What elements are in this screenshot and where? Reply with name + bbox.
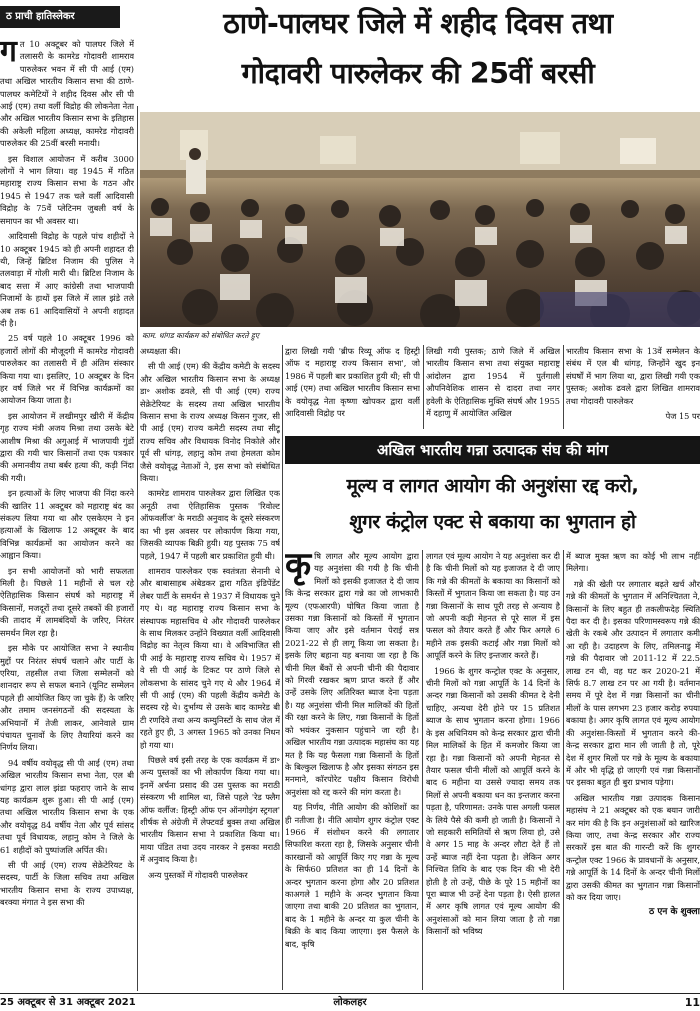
article1-col3 xyxy=(285,345,420,429)
paragraph: अन्य पुस्तकों में गोदावरी पारुलेकर xyxy=(148,869,248,880)
paragraph: त 10 अक्टूबर को पालघर जिले में तलासरी के कामरेड गोदावरी शामराव पारुलेकर भवन में सी पी आई (एम) तथा अखिल भारतीय किसान सभा की ठाणे-पालघर कमेटियों ने शहीद दिवस और सी पी आई (एम) तथा वर्ली विद्रोह की लोकनेता नेता और अखिल भारतीय किसान सभा के इतिहास की अकेली महिला अध्यक्ष, कामरेड गोदावरी पारुलेकर की 25वीं बरसी मनायी। xyxy=(0,39,134,149)
paragraph: सी पी आई (एम) की केंद्रीय कमेटी के सदस्य और अखिल भारतीय किसान सभा के अध्यक्ष डा॰ अशोक ढवले, सी पी आई (एम) राज्य सेक्रेटेरियट के सदस्य तथा अखिल भारतीय किसान सभा के राज्य अध्यक्ष किसन गुजर, सी पी आई (एम) राज्य कमेटी सदस्य तथा सीटू राज्य सचिव और विधायक विनोद निकोले और पूर्व सी धांगड़, लहानु कोम तथा हेमलता कोम जैसे वयोवृद्ध नेताओं ने, इस सभा को संबोधित किया। xyxy=(140,361,280,484)
paragraph: शामराव पारुलेकर एक स्वतंत्रता सेनानी थे और बाबासाहब अंबेडकर द्वारा गठित इंडिपेंडेंट लेबर पार्टी के समर्थन से 1937 में विधायक चुने गए थे। वह महाराष्ट्र राज्य किसान सभा के संस्थापक महासचिव थे और गोदावरी पारुलेकर के साथ मिलकर उन्होंने विख्यात वर्ली आदिवासी विद्रोह का नेतृत्व किया था। वे अविभाजित सी पी आई के महाराष्ट्र राज्य सचिव थे। 1957 में वे सी पी आई के टिकट पर ठाणे जिले से लोकसभा के सांसद चुने गए थे और 1964 में सी पी आई (एम) की पहली केंद्रीय कमेटी के सदस्य रहे थे। दुर्भाग्य से उसके बाद कामरेड बी टी रणदिवे तथा अन्य कम्युनिस्टों के साथ जेल में रहते हुए ही, 3 अगस्त 1965 को उनका निधन हो गया था। xyxy=(140,565,280,750)
byline-tag: ठ प्राची हातिस्लेकर xyxy=(0,6,120,28)
drop-cap: कृ xyxy=(285,550,312,585)
continued-note: पेज 15 पर xyxy=(665,411,700,422)
paragraph: इन हत्याओं के लिए भाजपा की निंदा करने की खातिर 11 अक्टूबर को महाराष्ट्र बंद का संकल्प लिया गया था और एसकेएम ने इन हत्याओं के खिलाफ 12 अक्टूबर के बाद विभिन्न कार्यक्रमों का आयोजन करने का आह्वान किया। xyxy=(0,488,134,561)
article2-col2 xyxy=(426,550,560,990)
paragraph: आदिवासी विद्रोह के पहले पांच शहीदों ने 10 अक्टूबर 1945 को ही अपनी शहादत दी थी, जिन्हें ब्रिटिश निजाम की पुलिस ने तलवाड़ा में गोली मारी थी। ब्रिटिश निजाम के बाद सत्ता में आए कांग्रेसी तथा भाजपायी निजामों के हाथों इस जिले में लाल झंडे तले अब तक 61 आदिवासियों ने अपनी शहादत दी है। xyxy=(0,231,134,328)
crowd-illustration xyxy=(140,112,700,327)
article2-col1 xyxy=(285,550,419,990)
paragraph: इस विशाल आयोजन में करीब 3000 लोगों ने भाग लिया। वह 1945 में गठित महाराष्ट्र राज्य किसान सभा के गठन और 1945 से 1947 तक चले वर्ली आदिवासी विद्रोह के 75वें प्लेटिनम जुबली वर्ष के समापन का भी अवसर था। xyxy=(0,153,134,226)
paragraph: 25 वर्ष पहले 10 अक्टूबर 1996 को हजारों लोगों की मौजूदगी में कामरेड गोदावरी पारुलेकर का तलासरी में ही अंतिम संस्कार किया गया था। इसलिए, 10 अक्टूबर के दिन हर वर्ष जिले भर में विभिन्न कार्यक्रमों का आयोजन किया जाता है। xyxy=(0,333,134,406)
article1-col1 xyxy=(0,38,134,990)
footer-rule xyxy=(0,993,700,994)
footer-date: 25 अक्टूबर से 31 अक्टूबर 2021 xyxy=(0,997,136,1008)
sub-headline-line-2: शुगर कंट्रोल एक्ट से बकाया का भुगतान हो xyxy=(349,511,636,533)
headline-line-2: गोदावरी पारुलेकर की 25वीं बरसी xyxy=(241,57,595,90)
sub-headline-line-1: मूल्य व लागत आयोग की अनुशंसा रद्द करो, xyxy=(346,475,639,497)
article1-col4 xyxy=(426,345,560,429)
column-rule xyxy=(282,345,283,990)
column-rule xyxy=(563,345,564,429)
paragraph: इस आयोजन में लखीमपुर खीरी में केंद्रीय गृह राज्य मंत्री अजय मिश्रा तथा उसके बेटे आशीष मिश्रा की अगुआई में भाजपायी गुंडों द्वारा की गयी चार किसानों तथा एक पत्रकार की अमानवीय तथा बर्बर हत्या की, कड़ी निंदा की गयी। xyxy=(0,410,134,483)
headline xyxy=(136,2,700,104)
paragraph: भारतीय किसान सभा के 13वें सम्मेलन के संबंध में एल बी धांगड़, जिन्होंने खुद इन संघर्षों में भाग लिया था, द्वारा लिखी गयी एक पुस्तक; अशोक ढवले द्वारा लिखित शामराव तथा गोदावरी पारुलेकर xyxy=(566,346,700,406)
paragraph: 1966 के शुगर कन्ट्रोल एक्ट के अनुसार, चीनी मिलों को गन्ना आपूर्ति के 14 दिनों के अन्दर गन्ना किसानों को उसकी कीमत दे देनी चाहिए, अन्यथा देरी होने पर 15 प्रतिशत ब्याज के साथ भुगतान करना होगा। 1966 के इस अधिनियम को केन्द्र सरकार द्वारा चीनी मिल मालिकों के हित में कमजोर किया जा रहा है। गन्ना किसानों को अपनी मेहनत से तैयार फसल चीनी मीलों को आपूर्ति करने के बाद 6 महीना या उससे ज्यादा समय तक मिलों से अपनी बकाया धन का इन्तजार करना पड़ता है, परिणामत: उनके पास अगली फसल के लिये पैसे की कमी हो जाती है। किसानों ने जो सहकारी समितियों से ऋण लिया हो, उसे वे अगर 15 माह के अन्दर लौटा देते हैं तो उन्हें ब्याज नहीं देना पड़ता है। लेकिन अगर निश्चित तिथि के बाद एक दिन की भी देरी होती है तो उन्हें, पीछे के पूरे 15 महीनों का पूरा ब्याज भी उन्हें देना पड़ता है। ऐसी हालत में अगर कृषि लागत एवं मूल्य आयोग की अनुशंसाओं को मान लिया जाता है तो गन्ना किसानों को भविष्य xyxy=(426,665,560,937)
paragraph: अध्यक्षता की। xyxy=(140,346,181,356)
paragraph: सी पी आई (एम) राज्य सेक्रेटेरियट के सदस्य, पार्टी के जिला सचिव तथा अखिल भारतीय किसान सभा के राज्य उपाध्यक्ष, बरक्या मंगात ने इस सभा की xyxy=(0,860,134,908)
author-signoff: ठ एन के शुक्ला xyxy=(649,907,700,918)
section-banner: अखिल भारतीय गन्ना उत्पादक संघ की मांग xyxy=(285,436,700,464)
paragraph: अखिल भारतीय गन्ना उत्पादक किसान महासंघ ने 21 अक्टूबर को एक बयान जारी कर मांग की है कि इन अनुशंसाओं को खारिज किया जाए, तथा केन्द्र सरकार और राज्य सरकारें इस बात की गारन्टी करें कि शुगर कन्ट्रोल एक्ट 1966 के प्रावधानों के अनुसार, गन्ने आपूर्ति के 14 दिनों के अन्दर चीनी मिलों द्वारा उसकी कीमत का भुगतान गन्ना किसानों को कर दिया जाए। xyxy=(566,792,700,902)
paragraph: इस मौके पर आयोजित सभा ने स्थानीय मुद्दों पर निरंतर संघर्ष चलाने और पार्टी के एरिया, तहसील तथा जिला सम्मेलनों को शानदार रूप से सफल बनाने (यूनिट सम्मेलन पहले ही आयोजित किए जा चुके हैं) के जरिए और तमाम जनसंगठनों की सदस्यता के अभियानों में तेजी लाकर, आनेवाले ग्राम पंचायत चुनावों के लिए तैयारियां करने का निर्णय लिया। xyxy=(0,643,134,753)
paragraph: गन्ने की खेती पर लगातार बढ़ते खर्च और गन्ने की कीमतों के भुगतान में अनिश्चितता ने, किसानों के लिए बहुत ही तकलीफदेह स्थिति पैदा कर दी है। इसका परिणामस्वरूप गन्ने की खेती के रकबे और उत्पादन में लगातार कमी आ रही है। उदाहरण के लिए, तमिलनाडु में गन्ने की पैदावार जो 2011-12 में 22.5 लाख टन थी, वह घट कर 2020-21 में सिर्फ 8.7 लाख टन पर आ गयी है। वर्तमान समय में पूरे देश में गन्ना किसानों का चीनी मीलों के पास लगभग 23 हजार करोड़ रुपया बकाया है। अगर कृषि लागत एवं मूल्य आयोग की अनुशंसा-किस्तों में भुगतान करने की- केन्द्र सरकार द्वारा मान ली जाती है तो, पूरे देश में शुगर मिलों पर गन्ने के मूल्य के बकाया में और भी वृद्धि हो जाएगी एवं गन्ना किसानों पर इसका बहुत ही बुरा प्रभाव पड़ेगा। xyxy=(566,578,700,788)
column-rule xyxy=(563,550,564,990)
paragraph: लागत एवं मूल्य आयोग ने यह अनुशंसा कर दी है कि चीनी मिलों को यह इजाजत दे दी जाए कि गन्ने की कीमतों के बकाया का किसानों को किस्तों में भुगतान किया जा सकता है। यह उन गन्ना किसानों के साथ पूरी तरह से अन्याय है जो अपनी कड़ी मेहनत से पूरे साल में इस फसल को तैयार करते हैं और फिर अगले 6 महीने तक इसकी कटाई और गन्ना मिलों को आपूर्ति करने के लिए इन्तजार करते हैं। xyxy=(426,551,560,661)
paragraph: में ब्याज मुक्त ऋण का कोई भी लाभ नहीं मिलेगा। xyxy=(566,551,700,574)
photo-caption: काम. धांगड कार्यक्रम को संबोधित करते हुए xyxy=(142,331,260,340)
photo xyxy=(140,112,700,327)
paragraph: द्वारा लिखी गयी 'ब्रीफ रिव्यू ऑफ द हिस्ट्री ऑफ द महाराष्ट्र राज्य किसान सभा', जो 1986 में पहली बार प्रकाशित हुयी थी; सी पी आई (एम) तथा अखिल भारतीय किसान सभा के वयोवृद्ध नेता कृष्णा खोपकर द्वारा वर्ली आदिवासी विद्रोह पर xyxy=(285,346,420,419)
paragraph: पिछले वर्ष इसी तरह के एक कार्यक्रम में डा॰ अन्य पुस्तकों का भी लोकार्पण किया गया था। इनमें अर्चना प्रसाद की उस पुस्तक का मराठी संस्करण भी शामिल था, जिसे पहले 'रेड फ्लैग ऑफ वर्लीज: हिस्ट्री ऑफ एन ऑनगोइंग स्ट्रगल' शीर्षक से अंग्रेजी में लेफ्टवर्ड बुक्स तथा अखिल भारतीय किसान सभा ने प्रकाशित किया था। माया पंडित तथा उदय नारकर ने इसका मराठी में अनुवाद किया है। xyxy=(140,755,280,865)
paragraph: षि लागत और मूल्य आयोग द्वारा यह अनुशंसा की गयी है कि चीनी मिलों को इसकी इजाजत दे दी जाय कि केन्द्र सरकार द्वारा गन्ने का जो लाभकारी मूल्य (एफआरपी) घोषित किया जाता है उसका गन्ना किसानों को किस्तों में भुगतान किया जाए और इसे वर्तमान पेराई सत्र 2021-22 से ही लागू किया जा सकता है। इसके लिए बहाना यह बनाया जा रहा है कि चीनी मिल बैंकों से अपनी चीनी की पैदावार को गिरवी रखकर ऋण प्राप्त करते हैं और उन्हें उसके लिए अतिरिक्त ब्याज देना पड़ता है। यह अनुशंसा चीनी मिल मालिकों की हितों की रक्षा करने के लिए, गन्ना किसानों के हितों को भयंकर नुकसान पहुंचाने जा रही है। अखिल भारतीय गन्ना उत्पादक महासंघ का यह मत है कि यह फैसला गन्ना किसानों के हितों के बिल्कुल खिलाफ है और इसका संगठन इस मनमाने, कॉरपोरेट पक्षीय किसान विरोधी अनुशंसा को रद्द करने की मांग करता है। xyxy=(285,551,419,797)
paragraph: 94 वर्षीय वयोवृद्ध सी पी आई (एम) तथा अखिल भारतीय किसान सभा नेता, एल बी धांगड़ द्वारा लाल झंडा फहराए जाने के साथ यह कार्यक्रम शुरू हुआ। सी पी आई (एम) तथा अखिल भारतीय किसान सभा के एक और वयोवृद्ध 84 वर्षीय नेता और पूर्व सांसद तथा पूर्व विधायक, लहानु कोम ने जिले के 61 शहीदों को पुष्पांजलि अर्पित की। xyxy=(0,757,134,855)
column-rule xyxy=(137,106,138,991)
column-rule xyxy=(423,345,424,429)
footer-page-number: 11 xyxy=(684,996,700,1009)
paragraph: लिखी गयी पुस्तक; ठाणे जिले में अखिल भारतीय किसान सभा तथा संयुक्त महाराष्ट्र आंदोलन द्वारा 1954 में पुर्तगाली औपनिवेशिक शासन से दादरा तथा नगर हवेली के ऐतिहासिक मुक्ति संघर्ष और 1955 में दहाणु में आयोजित अखिल xyxy=(426,346,560,419)
sub-headline xyxy=(285,468,700,548)
article1-col2 xyxy=(140,345,280,990)
article1-col5 xyxy=(566,345,700,429)
paragraph: कामरेड शामराव पारुलेकर द्वारा लिखित एक अनूठी तथा ऐतिहासिक पुस्तक 'रिवोल्ट ऑफवर्लीज' के मराठी अनुवाद के दूसरे संस्करण का भी इस अवसर पर लोकार्पण किया गया, जिसकी व्यापक बिक्री हुयी। यह पुस्तक 75 वर्ष पहले, 1947 में पहली बार प्रकाशित हुयी थी। xyxy=(140,488,280,561)
paragraph: यह निर्णय, नीति आयोग की कोशिशों का ही नतीजा है। नीति आयोग शुगर कंट्रोल एक्ट 1966 में संशोधन करने की लगातार सिफारिश करता रहा है, जिसके अनुसार चीनी कारखानों को आपूर्ति किए गए गन्ना के मूल्य के सिर्फ60 प्रतिशत का ही 14 दिनों के अन्दर भुगतान करना होगा और 20 प्रतिशत काअगले 1 महीने के अन्दर भुगतान किया जाएगा तथा बाकी 20 प्रतिशत का भुगतान, बाद के 1 महीने के अन्दर या कुल चीनी के बिक्री के बाद किया जाएगा। इस फैसले के बाद, कृषि xyxy=(285,802,419,949)
headline-line-1: ठाणे-पालघर जिले में शहीद दिवस तथा xyxy=(223,7,613,40)
footer-paper-name: लोकलहर xyxy=(333,997,367,1008)
paragraph: इन सभी आयोजनों को भारी सफलता मिली है। पिछले 11 महीनों से चल रहे ऐतिहासिक किसान संघर्ष को महाराष्ट्र में किसानों, मजदूरों तथा दूसरे तबकों की हजारों की तादाद में लामबंदियों के जरिए, निरंतर समर्थन मिल रहा है। xyxy=(0,565,134,638)
drop-cap: ग xyxy=(0,38,17,69)
article2-col3 xyxy=(566,550,700,990)
column-rule xyxy=(422,550,423,990)
